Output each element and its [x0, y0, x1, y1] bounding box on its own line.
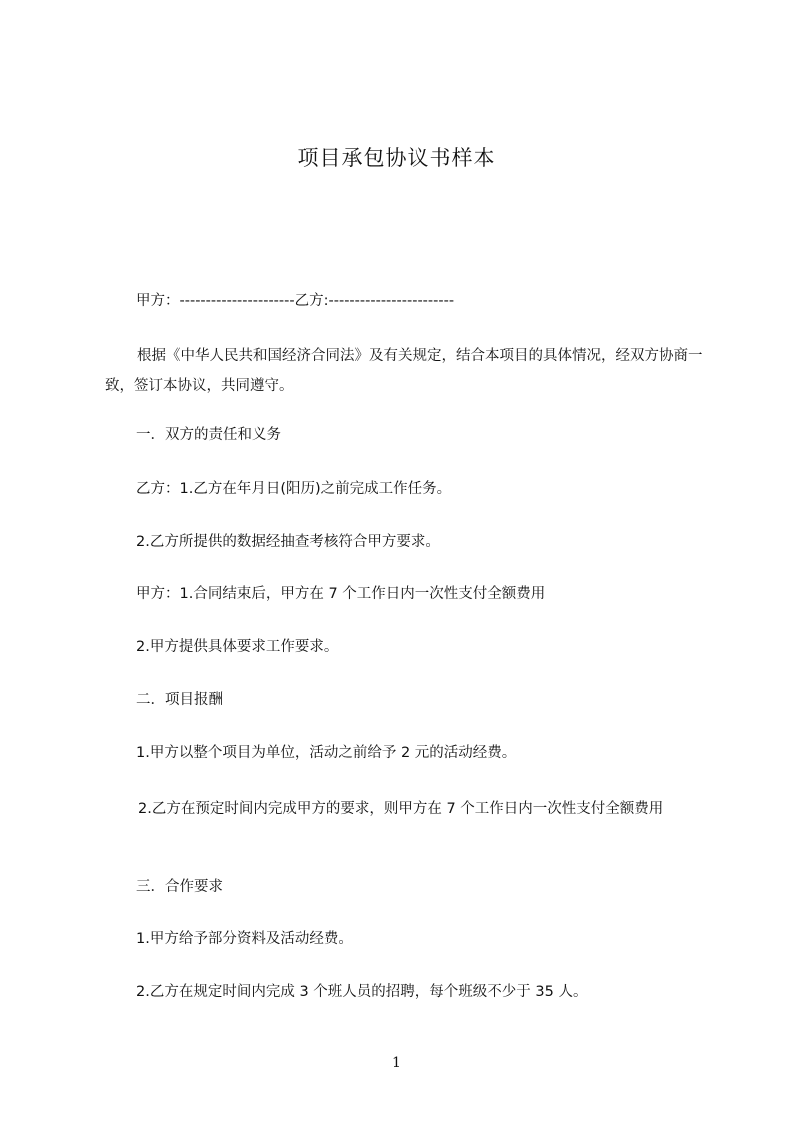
section-3-item-1: 1.甲方给予部分资料及活动经费。 — [136, 931, 353, 947]
section-1-heading: 一．双方的责任和义务 — [136, 427, 281, 443]
intro-paragraph: 根据《中华人民共和国经济合同法》及有关规定，结合本项目的具体情况，经双方协商一致，签订本协议，共同遵守。 — [105, 348, 703, 394]
section-2-item-1: 1.甲方以整个项目为单位，活动之前给予 2 元的活动经费。 — [136, 745, 517, 761]
section-3-heading: 三．合作要求 — [136, 879, 223, 895]
page-number: 1 — [392, 1055, 401, 1071]
section-2-item-2: 2.乙方在预定时间内完成甲方的要求，则甲方在 7 个工作日内一次性支付全额费用 — [138, 801, 664, 817]
section-1-item-3: 甲方：1.合同结束后，甲方在 7 个工作日内一次性支付全额费用 — [136, 586, 546, 602]
section-2-heading: 二．项目报酬 — [136, 692, 223, 708]
section-3-item-2: 2.乙方在规定时间内完成 3 个班人员的招聘，每个班级不少于 35 人。 — [136, 984, 588, 1000]
section-1-item-4: 2.甲方提供具体要求工作要求。 — [136, 639, 339, 655]
section-1-item-2: 2.乙方所提供的数据经抽查考核符合甲方要求。 — [136, 534, 440, 550]
document-title: 项目承包协议书样本 — [297, 146, 496, 170]
parties-line: 甲方：----------------------乙方:------------------------ — [136, 293, 455, 309]
section-1-item-1: 乙方：1.乙方在年月日(阳历)之前完成工作任务。 — [136, 481, 452, 497]
